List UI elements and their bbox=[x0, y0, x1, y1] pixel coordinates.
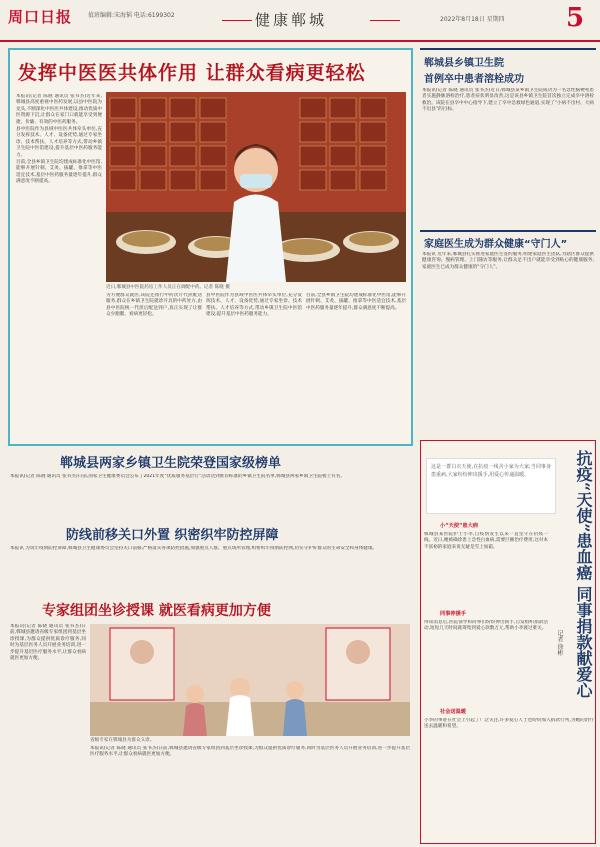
main-article-text-c1 bbox=[106, 293, 202, 439]
honor-headline[interactable]: 郸城县两家乡镇卫生院荣登国家级榜单 bbox=[60, 456, 282, 471]
main-article-text-c2 bbox=[206, 293, 302, 439]
right-top-headline-line2[interactable]: 首例卒中患者溶栓成功 bbox=[424, 74, 524, 85]
right-mid-rule bbox=[420, 230, 596, 232]
expert-photo bbox=[90, 624, 410, 736]
expert-headline[interactable]: 专家组团坐诊授课 就医看病更加方便 bbox=[42, 603, 271, 619]
right-top-headline-line1[interactable]: 郸城县乡镇卫生院 bbox=[424, 58, 504, 69]
page-number: 5 bbox=[566, 3, 585, 33]
masthead-meta: 值班编辑:宋海韬 电话:6199302 bbox=[88, 12, 175, 19]
sidebar-body-3 bbox=[424, 718, 594, 838]
sidebar-paragraph-1: 郸城县某医院护士小李,自疫情发生以来一直坚守在抗疫一线。近日,她被确诊患上急性白血病,需要巨额治疗费用,这对本不富裕的家庭来说无疑是雪上加霜。 bbox=[424, 532, 548, 550]
expert-paragraph-cont: 本报讯(记者 陈晓 通讯员 张书杰)日前,郸城县邀请省级专家组团到基层坐诊授课,为群众提供优质诊疗服务,同时为基层医务人员开展业务培训,进一步提升基层医疗服务水平,让群众看病就医更加方便。 bbox=[90, 746, 410, 758]
sidebar-paragraph-3: 小李的事迹在社会上引起了广泛关注,许多爱心人士也纷纷加入捐款行列,为她的治疗送去温暖和希望。 bbox=[424, 718, 594, 730]
prevention-headline[interactable]: 防线前移关口外置 织密织牢防控屏障 bbox=[66, 528, 279, 543]
main-body-2: 目前,全县乡镇卫生院均建成标准化中医馆,能够开展针刺、艾灸、拔罐、推拿等中医适宜技术,基层中医药服务量逐年提升,群众满意度不断提高。 bbox=[16, 160, 102, 185]
main-lead: 本报讯(记者 陈晓 通讯员 张书杰)近年来,郸城县高度重视中医药发展,以县中医院为龙头,不断深化中医医共体建设,推动优质中医资源下沉,让群众在家门口就能享受到便捷、价廉、有效的中医药服务。 bbox=[16, 94, 102, 125]
sidebar-subhead-3: 社会送温暖 bbox=[440, 709, 466, 715]
honor-paragraph: 本报讯(记者 陈晓 通讯员 张书杰)日前,国家卫生健康委员会公布了2021年度“优质服务基层行”活动达到推荐标准的乡镇卫生院名单,郸城县两家乡镇卫生院榜上有名。 bbox=[10, 474, 346, 479]
expert-body bbox=[10, 624, 86, 840]
right-top-paragraph: 本报讯(记者 陈晓 通讯员 张书杰)近日,郸城县某乡镇卫生院成功为一名急性脑梗死患者实施静脉溶栓治疗,患者症状明显改善,这是该县乡镇卫生院首次独立完成卒中溶栓救治。该院在县卒中中心指导下,建立了卒中急救绿色通道,实现了“小病不出村、大病不出县”的目标。 bbox=[422, 88, 594, 113]
sidebar-quote: 这是一群白衣天使,在抗疫一线舍小家为大家;当同事身患重病,大家纷纷伸出援手,用爱心传递温暖。 bbox=[431, 464, 551, 478]
main-photo-caption: 近日,郸城县中医院药房工作人员正在调配中药。记者 陈晓 摄 bbox=[106, 285, 230, 290]
masthead-divider-right bbox=[370, 20, 400, 21]
main-body-1: 县中医院作为县域中医医共体牵头单位,充分发挥技术、人才、设备优势,通过专家坐诊、技术帮扶、人才培养等方式,带动乡镇卫生院中医馆建设,提升基层中医药服务能力。 bbox=[16, 127, 102, 158]
pharmacy-photo-icon bbox=[106, 92, 406, 282]
honor-body bbox=[10, 474, 415, 520]
right-mid-paragraph: 本报讯 近年来,郸城县扎实推进家庭医生签约服务,组建家庭医生团队,为辖区群众提供健康咨询、慢病管理、上门随访等服务,让群众足不出户就能享受到贴心的健康服务,家庭医生已成为群众健康的“守门人”。 bbox=[422, 252, 594, 270]
main-body-3: 为方便群众就医,该院还推行中药饮片代煎配送服务,群众在乡镇卫生院就诊开具的中药处方,由县中医院统一代煎后配送到户,真正实现了让群众少跑腿、看病更轻松。 bbox=[106, 293, 202, 318]
expert-photo-caption: 省级专家在郸城县为群众义诊。 bbox=[90, 738, 155, 743]
consultation-photo-icon bbox=[90, 624, 410, 736]
sidebar-body-1 bbox=[424, 532, 548, 602]
main-body-1-cont: 县中医院作为县域中医医共体牵头单位,充分发挥技术、人才、设备优势,通过专家坐诊、技术帮扶、人才培养等方式,带动乡镇卫生院中医馆建设,提升基层中医药服务能力。 bbox=[206, 293, 302, 318]
issue-date: 2022年8月18日 星期四 bbox=[440, 16, 505, 23]
sidebar-subhead-2: 同事伸援手 bbox=[440, 611, 466, 617]
expert-paragraph: 本报讯(记者 陈晓 通讯员 张书杰)日前,郸城县邀请省级专家组团到基层坐诊授课,为群众提供优质诊疗服务,同时为基层医务人员开展业务培训,进一步提升基层医疗服务水平,让群众看病就医更加方便。 bbox=[10, 624, 86, 662]
sidebar-quote-box bbox=[426, 458, 556, 514]
sidebar-paragraph-2: 得知消息后,医院领导和同事们纷纷伸出援手,自发组织捐款活动,短短几天时间就筹集到爱心款数万元,帮助小李渡过难关。 bbox=[424, 620, 548, 632]
sidebar-body-2 bbox=[424, 620, 548, 700]
right-mid-headline[interactable]: 家庭医生成为群众健康“守门人” bbox=[424, 239, 568, 250]
main-body-2-cont: 目前,全县乡镇卫生院均建成标准化中医馆,能够开展针刺、艾灸、拔罐、推拿等中医适宜技术,基层中医药服务量逐年提升,群众满意度不断提高。 bbox=[306, 293, 406, 311]
sidebar-subhead-1: 小“天使”患大病 bbox=[440, 523, 478, 529]
sidebar-headline[interactable]: 抗疫“天使”患血癌 同事捐款献爱心 bbox=[574, 450, 593, 698]
right-mid-body bbox=[422, 252, 594, 432]
prevention-body bbox=[10, 546, 415, 594]
masthead-divider-left bbox=[222, 20, 252, 21]
section-title: 健康郸城 bbox=[255, 11, 328, 29]
sidebar-author: 记者 徐彬 bbox=[556, 630, 563, 656]
main-article-text-left bbox=[16, 94, 102, 436]
main-photo bbox=[106, 92, 406, 282]
prevention-paragraph: 本报讯 为筑牢疫情防控屏障,郸城县卫生健康委员会坚持关口前移,严格落实各项防控措施,加强重点人群、重点场所管理,织密织牢疫情防控网,切实守护好群众的生命安全和身体健康。 bbox=[10, 546, 378, 551]
main-headline[interactable]: 发挥中医医共体作用 让群众看病更轻松 bbox=[18, 62, 366, 84]
newspaper-logo: 周口日报 bbox=[8, 8, 73, 26]
expert-body-cont bbox=[90, 746, 410, 840]
right-top-rule bbox=[420, 48, 596, 50]
main-article-text-c3 bbox=[306, 293, 406, 439]
right-top-body bbox=[422, 88, 594, 226]
